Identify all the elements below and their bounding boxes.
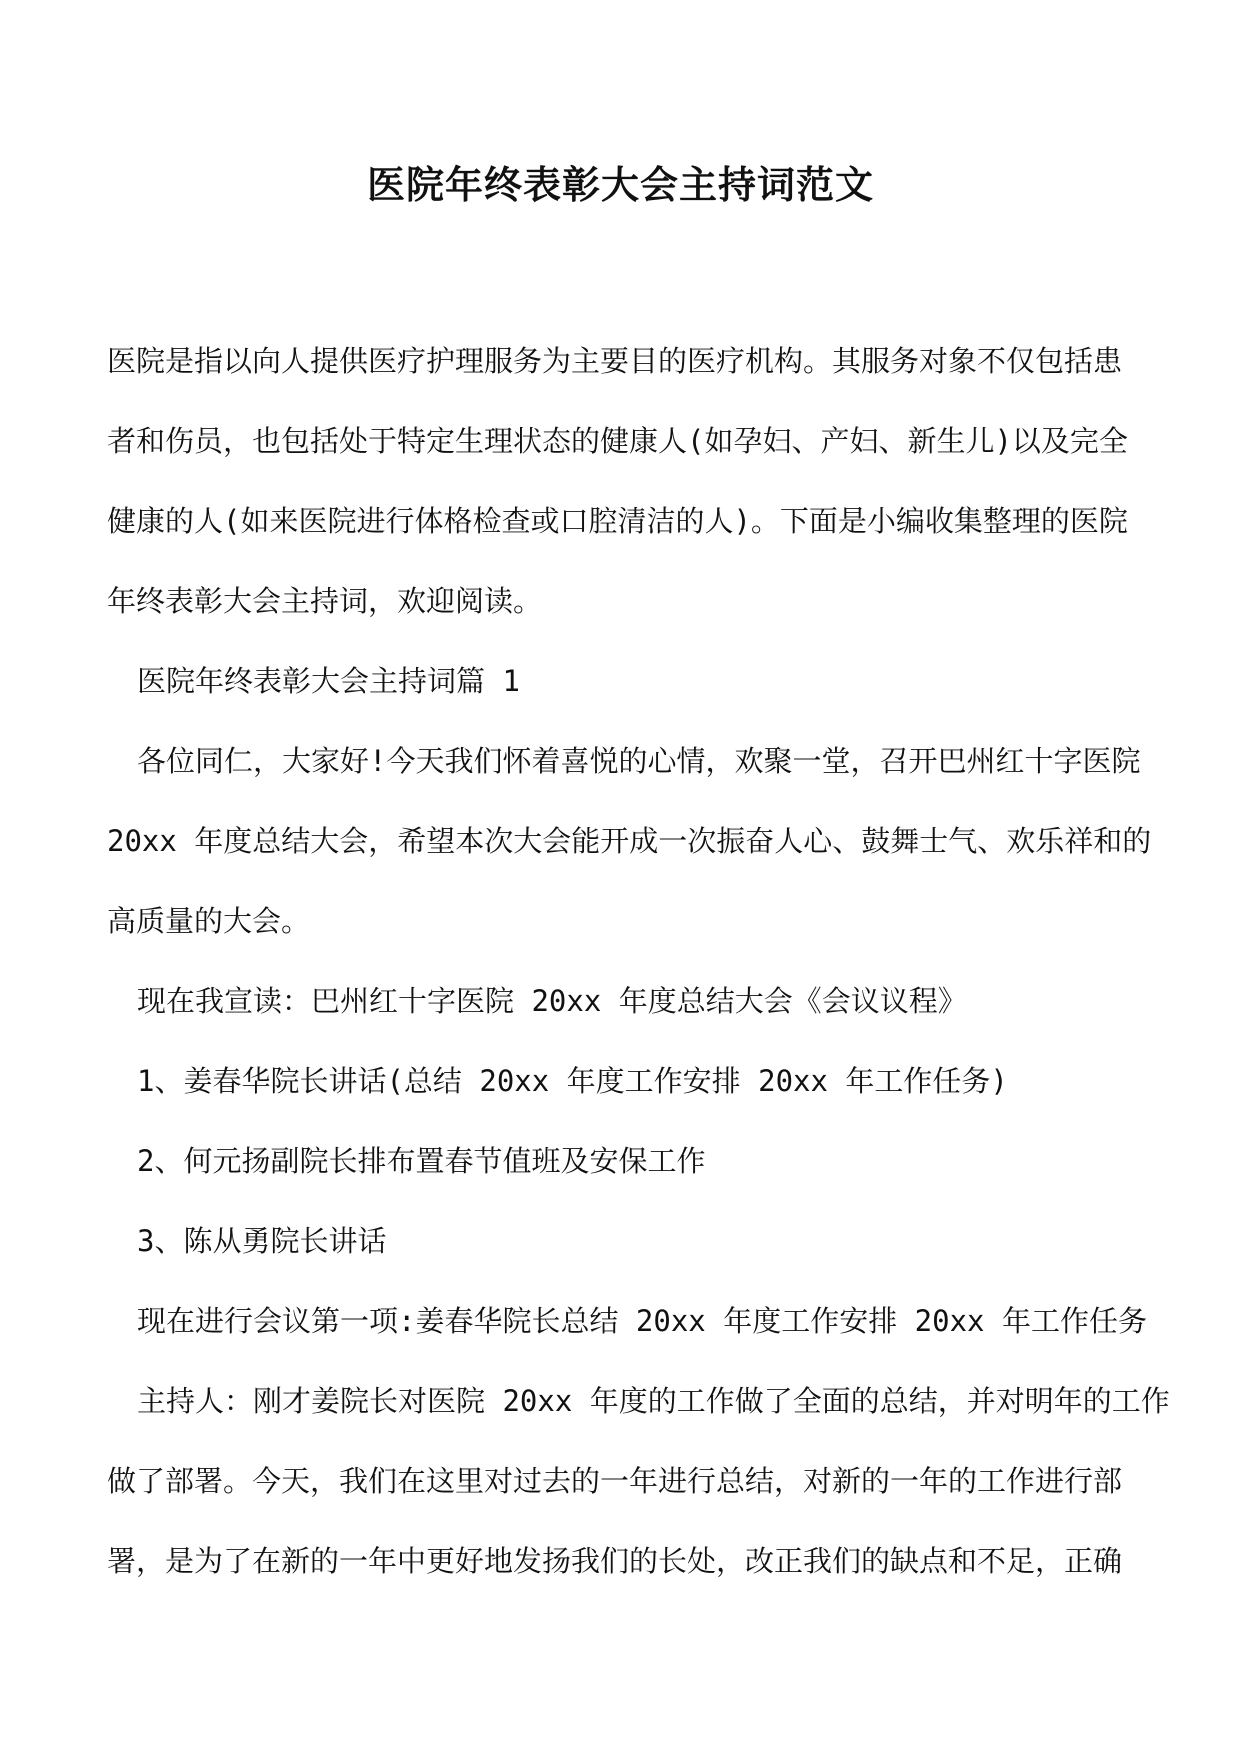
document-title: 医院年终表彰大会主持词范文 xyxy=(366,162,874,207)
paragraph-line: 署，是为了在新的一年中更好地发扬我们的长处，改正我们的缺点和不足，正确 xyxy=(107,1544,1123,1578)
paragraph-line: 做了部署。今天，我们在这里对过去的一年进行总结，对新的一年的工作进行部 xyxy=(107,1464,1123,1498)
agenda-item: 3、陈从勇院长讲话 xyxy=(137,1224,387,1258)
paragraph-line: 各位同仁，大家好!今天我们怀着喜悦的心情，欢聚一堂，召开巴州红十字医院 xyxy=(137,744,1141,778)
paragraph-line: 现在进行会议第一项:姜春华院长总结 20xx 年度工作安排 20xx 年工作任务 xyxy=(137,1304,1147,1338)
agenda-item: 1、姜春华院长讲话(总结 20xx 年度工作安排 20xx 年工作任务) xyxy=(137,1064,1008,1098)
section-heading: 医院年终表彰大会主持词篇 1 xyxy=(137,664,520,698)
paragraph-line: 高质量的大会。 xyxy=(107,904,311,938)
paragraph-line: 者和伤员，也包括处于特定生理状态的健康人(如孕妇、产妇、新生儿)以及完全 xyxy=(107,424,1128,458)
paragraph-line: 健康的人(如来医院进行体格检查或口腔清洁的人)。下面是小编收集整理的医院 xyxy=(107,504,1128,538)
paragraph-line: 20xx 年度总结大会，希望本次大会能开成一次振奋人心、鼓舞士气、欢乐祥和的 xyxy=(107,824,1152,858)
paragraph-line: 现在我宣读：巴州红十字医院 20xx 年度总结大会《会议议程》 xyxy=(137,984,967,1018)
agenda-item: 2、何元扬副院长排布置春节值班及安保工作 xyxy=(137,1144,706,1178)
paragraph-line: 主持人：刚才姜院长对医院 20xx 年度的工作做了全面的总结，并对明年的工作 xyxy=(137,1384,1170,1418)
paragraph-line: 医院是指以向人提供医疗护理服务为主要目的医疗机构。其服务对象不仅包括患 xyxy=(107,344,1123,378)
paragraph-line: 年终表彰大会主持词，欢迎阅读。 xyxy=(107,584,543,618)
